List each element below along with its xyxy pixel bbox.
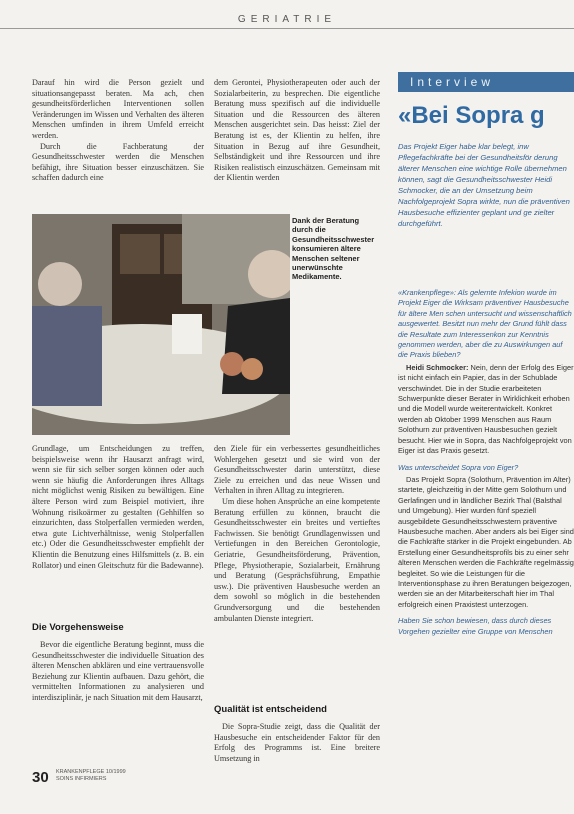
paragraph: dem Gerontei, Physiotherapeuten oder auch der Sozialarbeiterin, zu besprechen. Die eigentliche Beratung muss spezifisch auf die individuelle Situation und die Ressourcen des älteren Menschen ausgerichtet sein. Das heisst: Ziel der Beratung ist es, der Klientin zu helfen, ihre Situation in Bezug auf ihre Gesundheit, Selbständigkeit und ihre Ressourcen und ihre Risiken realistisch einzuschätzen. Gemeinsam mit der Klientin werden [214, 78, 380, 183]
footer-info [56, 769, 126, 783]
paragraph: Die Sopra-Studie zeigt, dass die Qualität der Hausbesuche ein entscheidender Faktor für den Erfolg des Programms ist. Eine breitere Umsetzung in [214, 722, 380, 763]
paragraph: Bevor die eigentliche Beratung beginnt, muss die Gesundheitsschwester die individuelle Situation des älteren Menschen abklären und eine vertrauensvolle Beziehung zur Klientin aufbauen. Dazu gehört, die vermittelten Informationen zu analysieren und interdisziplinär, je nach Situation mit dem Hausarzt, [32, 640, 204, 702]
speaker-name: Heidi Schmocker: [406, 362, 469, 372]
interview-intro: Das Projekt Eiger habe klar belegt, inw Pflegefachkräfte bei der Gesundheitsför derung älterer Menschen eine wichtige Rolle übernehmen können, sagt die Gesundheitsschwester Heidi Schmocker, die an der Umsetzung beim Nachfolgeprojekt Sopra wirkte, nun die präventiven Hausbesuche effizienter geplant und ge zielter durchgeführt. [398, 142, 570, 228]
middle-column-top [214, 78, 380, 184]
paragraph: Darauf hin wird die Person gezielt und situationsangepasst beraten. Ma ach, chen gesundheitsförderlichen Interventionen sollen Veränderungen im Wissen und Verhalten des älteren Menschen umfinden in ihrem Umfeld erreicht werden. [32, 78, 204, 140]
middle-column-final [214, 722, 380, 764]
interview-qa [398, 288, 574, 758]
page-number: 30 [32, 769, 49, 786]
answer-text: Nein, denn der Erfolg des Eiger ist nicht einfach ein Papier, das in der Schublade verschwindet. Die in der Studie erarbeiteten Schwerpunkte dieser Berater in Wirklichkeit erhoben und die Modell wurde weiterentwickelt. Konkret werden ab Oktober 1999 Menschen aus Raum Solothurn zur präventiven Hausbesuchen gezielt besucht. Hier wie in Sopra, das Nachfolgeprojekt von Eiger ist das Praxis gesetzt. [398, 362, 574, 456]
interview-question: Was unterscheidet Sopra von Eiger? [398, 462, 519, 472]
header-rule [0, 28, 574, 29]
paragraph: Um diese hohen Ansprüche an eine kompetente Beratung erfüllen zu können, braucht die Gesundheitsschwester ein breites und vertieftes Fachwissen. Sie benötigt Grundlagenwissen und Vertiefungen in den Bereichen Gerontologie, Geriatrie, Gesundheitsförderung, Prävention, Pflege, Physiotherapie, Sozialarbeit, Ernährung und Beratung (Gesprächsführung, Empathie usw.). Die präventiven Hausbesuche werden an dem sowohl so möglich in die bestehenden Grundversorgung und die bestehenden ambulanten Dienste integriert. [214, 496, 380, 623]
left-column-bottom [32, 444, 204, 571]
subheading-procedure: Die Vorgehensweise [32, 622, 124, 633]
paragraph: den Ziele für ein verbessertes gesundheitliches Wohlergehen gesetzt und sie wird von der Gesundheitsschwester darin unterstützt, diese Ziele zu erreichen und das neue Wissen und Verhalten in ihren Alltag zu integrieren. [214, 444, 380, 496]
left-column-top [32, 78, 204, 184]
section-title: GERIATRIE [237, 14, 337, 25]
interview-question: Haben Sie schon bewiesen, dass durch dieses Vorgehen gezielter eine Gruppe von Menschen [398, 616, 553, 636]
article-photo [32, 214, 290, 435]
footer-line: KRANKENPFLEGE 10/1999 [56, 769, 126, 775]
interview-question: «Krankenpflege»: Als gelernte Infekion wurde im Projekt Eiger die Wirksam präventiver Hausbesuche für ältere Men schen untersucht und wissenschaftlich ausgewertet. Besitzt nun mehr der Grund fühlt dass die Resultate zum Interessenkon zur Kenntnis genommen werden, aber die zu Auswirkungen auf die Praxis blieben? [398, 288, 572, 360]
footer-line: SOINS INFIRMIERS [56, 776, 107, 782]
photo-illustration [32, 214, 290, 435]
interview-label: Interview [410, 75, 495, 89]
middle-column-bottom [214, 444, 380, 624]
paragraph: Durch die Fachberatung der Gesundheitsschwester werden die Menschen befähigt, ihre Situation besser einzuschätzen. Sie schaffen dadurch eine [32, 141, 204, 183]
interview-answer: Das Projekt Sopra (Solothurn, Prävention im Alter) startete, gleichzeitig in der Mitte gem Solothurn und Gerlafingen und in ländlicher Bezirk Thal (Balsthal und Umgebung). Hier wurden fünf speziell ausgebildete Gesundheitsschwestern präventive Hausbesuche machen. Aber anders als bei Eiger sind die Fachkräfte stärker in die Projekt eingebunden. Ab Erstellung einer Gesundheitsprofils bis zu einer sehr älteren Menschen werden die Fachkräfte regelmässig begleitet. So wie die Leistungen für die Interventionsphase zu ihren Beratungen beigezogen, werden sie an der Mitarbeiterschaft hier im Thal erfolgreich einen Praxistest unterzogen. [398, 474, 574, 609]
subheading-quality: Qualität ist entscheidend [214, 704, 327, 715]
interview-headline: «Bei Sopra g [398, 102, 545, 129]
left-column-after-subhead [32, 640, 204, 704]
paragraph: Grundlage, um Entscheidungen zu treffen, beispielsweise wenn ihr Hausarzt anfragt wird, wenn sie für sich selber sorgen können oder auch wenn sie häufig die Anforderungen ihres Alltags nicht möglichst wenig Risiken zu bewältigen. Eine ältere Person wird zum Beispiel motiviert, ihre Wohnung risikoärmer zu gestalten (Gehhilfen so einzurichten, dass Stolperfallen vermieden werden, etwa gute Lichtverhältnisse, wenig Stolperfallen etc.) Oder die Gesundheitsschwester empfiehlt der Klientin die Benutzung eines Hilfsmittels (z. B. ein Rollator) und einen Gleitschutz für die Badewanne). [32, 444, 204, 570]
photo-caption: Dank der Beratung durch die Gesundheitsschwester konsumieren ältere Menschen seltener unerwünschte Medikamente. [292, 216, 375, 282]
interview-answer [398, 363, 574, 457]
